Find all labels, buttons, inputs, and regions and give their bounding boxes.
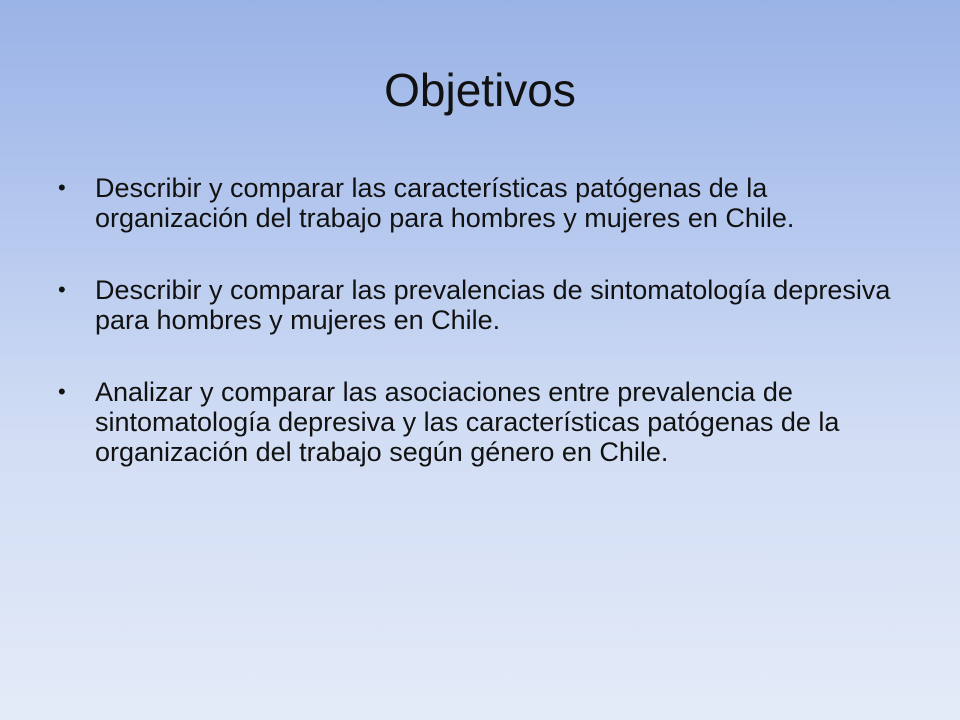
bullet-marker: • — [58, 175, 66, 200]
bullet-marker: • — [58, 379, 66, 404]
bullet-item — [58, 173, 910, 233]
bullet-text: Analizar y comparar las asociaciones entre prevalencia de sintomatología depresiva y las características patógenas de la organización del trabajo según género en Chile. — [95, 377, 840, 467]
bullet-text: Describir y comparar las características patógenas de la organización del trabajo para hombres y mujeres en Chile. — [95, 173, 795, 233]
bullet-text: Describir y comparar las prevalencias de sintomatología depresiva para hombres y mujeres en Chile. — [95, 275, 891, 335]
slide-title: Objetivos — [384, 64, 576, 116]
bullet-marker: • — [58, 277, 66, 302]
bullet-list — [58, 173, 910, 509]
bullet-item — [58, 377, 910, 467]
bullet-item — [58, 275, 910, 335]
